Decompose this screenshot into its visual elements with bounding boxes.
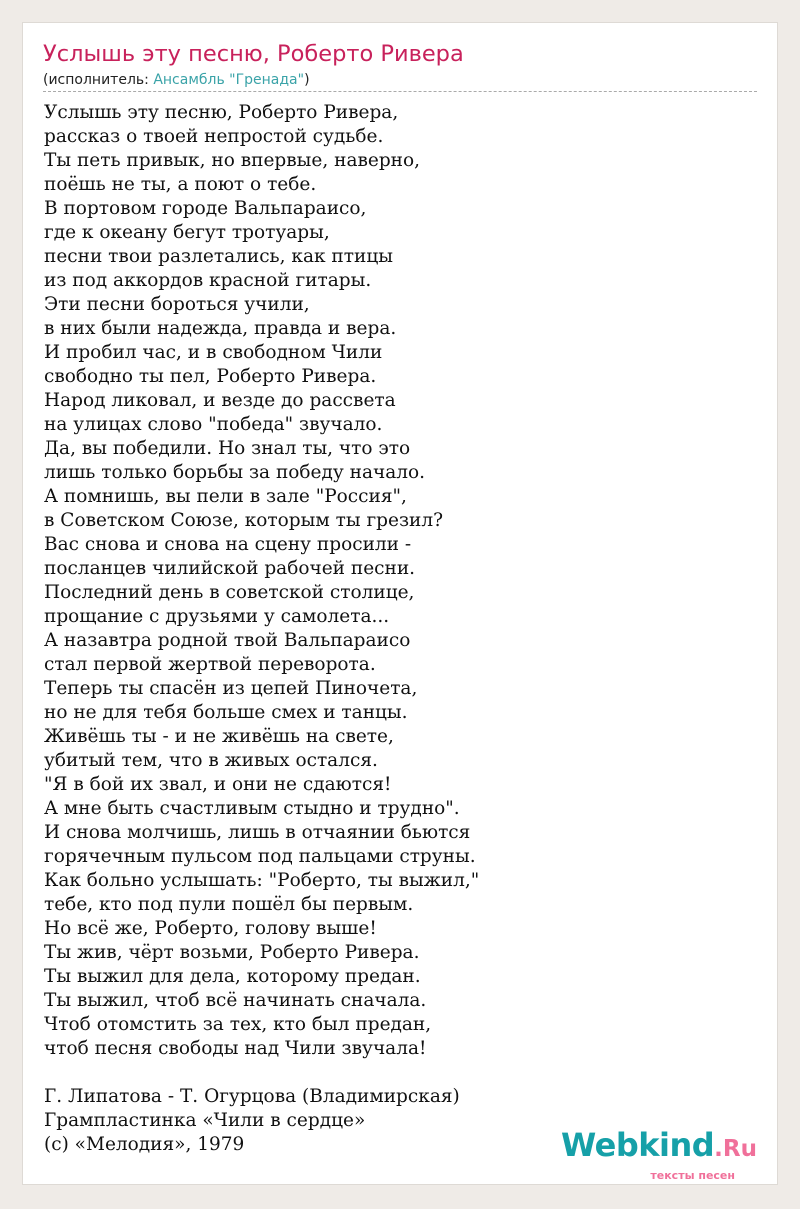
- lyric-line: Теперь ты спасён из цепей Пиночета,: [44, 678, 418, 699]
- lyric-line: где к океану бегут тротуары,: [44, 222, 330, 243]
- webkind-logo[interactable]: [561, 1127, 757, 1182]
- artist-suffix: ): [304, 72, 310, 88]
- artist-link[interactable]: Ансамбль "Гренада": [153, 72, 305, 88]
- lyric-line: А мне быть счастливым стыдно и трудно".: [44, 798, 460, 819]
- lyric-line: лишь только борьбы за победу начало.: [44, 462, 426, 483]
- lyric-line: Народ ликовал, и везде до рассвета: [44, 390, 396, 411]
- lyric-line: А назавтра родной твой Вальпараисо: [44, 630, 411, 651]
- lyric-line: Как больно услышать: "Роберто, ты выжил,": [44, 870, 480, 891]
- lyric-line: на улицах слово "победа" звучало.: [44, 414, 383, 435]
- credit-line: Грампластинка «Чили в сердце»: [44, 1110, 366, 1131]
- lyric-line: Но всё же, Роберто, голову выше!: [44, 918, 377, 939]
- lyric-line: Ты выжил для дела, которому предан.: [44, 966, 421, 987]
- lyric-line: свободно ты пел, Роберто Ривера.: [44, 366, 377, 387]
- credits: [44, 1085, 460, 1157]
- lyric-line: Ты выжил, чтоб всё начинать сначала.: [44, 990, 427, 1011]
- lyric-line: Ты петь привык, но впервые, наверно,: [44, 150, 421, 171]
- logo-tagline: тексты песен: [650, 1169, 735, 1182]
- logo-wordmark: [561, 1127, 757, 1169]
- lyric-line: Да, вы победили. Но знал ты, что это: [44, 438, 411, 459]
- lyric-line: тебе, кто под пули пошёл бы первым.: [44, 894, 414, 915]
- artist-prefix: (исполнитель:: [43, 72, 154, 88]
- lyric-line: "Я в бой их звал, и они не сдаются!: [44, 774, 392, 795]
- lyric-line: посланцев чилийской рабочей песни.: [44, 558, 416, 579]
- lyric-line: убитый тем, что в живых остался.: [44, 750, 378, 771]
- lyric-line: Ты жив, чёрт возьми, Роберто Ривера.: [44, 942, 420, 963]
- lyric-line: прощание с друзьями у самолета...: [44, 606, 390, 627]
- lyric-line: чтоб песня свободы над Чили звучала!: [44, 1038, 427, 1059]
- lyric-line: Последний день в советской столице,: [44, 582, 415, 603]
- lyric-line: в них были надежда, правда и вера.: [44, 318, 397, 339]
- logo-suffix: .Ru: [714, 1136, 757, 1162]
- divider: [43, 91, 757, 92]
- lyric-line: горячечным пульсом под пальцами струны.: [44, 846, 476, 867]
- lyric-line: рассказ о твоей непростой судьбе.: [44, 126, 384, 147]
- lyric-line: Чтоб отомстить за тех, кто был предан,: [44, 1014, 432, 1035]
- song-panel: [22, 22, 778, 1185]
- lyric-line: Услышь эту песню, Роберто Ривера,: [44, 102, 399, 123]
- credit-line: (c) «Мелодия», 1979: [44, 1134, 245, 1155]
- lyric-line: поёшь не ты, а поют о тебе.: [44, 174, 317, 195]
- lyric-line: Живёшь ты - и не живёшь на свете,: [44, 726, 394, 747]
- lyric-line: но не для тебя больше смех и танцы.: [44, 702, 408, 723]
- lyric-line: В портовом городе Вальпараисо,: [44, 198, 367, 219]
- credit-line: Г. Липатова - Т. Огурцова (Владимирская): [44, 1086, 460, 1107]
- artist-line: [43, 72, 310, 89]
- lyric-line: песни твои разлетались, как птицы: [44, 246, 393, 267]
- lyrics: [44, 101, 479, 1061]
- song-title: Услышь эту песню, Роберто Ривера: [43, 41, 464, 67]
- lyric-line: И пробил час, и в свободном Чили: [44, 342, 383, 363]
- lyric-line: из под аккордов красной гитары.: [44, 270, 372, 291]
- lyric-line: А помнишь, вы пели в зале "Россия",: [44, 486, 407, 507]
- lyric-line: в Советском Союзе, которым ты грезил?: [44, 510, 444, 531]
- lyric-line: стал первой жертвой переворота.: [44, 654, 376, 675]
- logo-main: Webkind: [560, 1126, 715, 1164]
- lyric-line: Эти песни бороться учили,: [44, 294, 310, 315]
- lyric-line: И снова молчишь, лишь в отчаянии бьются: [44, 822, 471, 843]
- lyric-line: Вас снова и снова на сцену просили -: [44, 534, 412, 555]
